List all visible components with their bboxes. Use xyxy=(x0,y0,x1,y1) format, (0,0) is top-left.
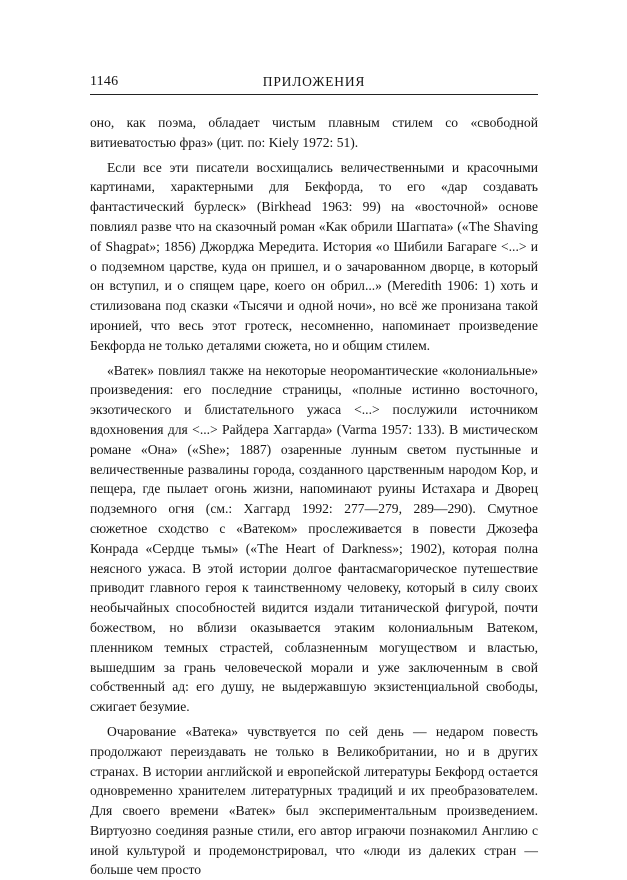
paragraph: «Ватек» повлиял также на некоторые неоромантические «колониальные» произведения: его последние страницы, «полные истинно восточного, экзотического и блистательного ужаса <...> послужили источником вдохновения для <...> Райдера Хаггарда» (Varma 1957: 133). В мистическом романе «Она» («She»; 1887) озаренные лунным светом пустынные и величественные развалины города, созданного царственным народом Кор, и пещера, где пылает огонь жизни, напоминают руины Истахара и Дворец подземного огня (см.: Хаггард 1992: 277—279, 289—290). Смутное сюжетное сходство с «Ватеком» прослеживается в повести Джозефа Конрада «Сердце тьмы» («The Heart of Darkness»; 1902), которая полна неясного ужаса. В этой истории долгое фантасмагорическое путешествие приводит главного героя к таинственному человеку, который в силу своих необычайных способностей видится издали титанической фигурой, почти божеством, но вблизи оказывается этаким колониальным Ватеком, пленником темных страстей, соблазненным могуществом и властью, вышедшим за грань человеческой морали и уже заключенным в свой собственный ад: его душу, не выдержавшую экзистенциальной свободы, сжигает безумие. xyxy=(90,362,538,715)
page-header xyxy=(90,74,538,95)
paragraph: Очарование «Ватека» чувствуется по сей день — недаром повесть продолжают переиздавать не только в Великобритании, но и в других странах. В истории английской и европейской литературы Бекфорд остается одновременно хранителем литературных традиций и их преобразователем. Для своего времени «Ватек» был экспериментальным произведением. Виртуозно соединяя разные стили, его автор играючи познакомил Англию с иной культурой и продемонстрировал, что «люди из далеких стран — больше чем просто xyxy=(90,723,538,878)
paragraph: Если все эти писатели восхищались величественными и красочными картинами, характерными для Бекфорда, то его «дар создавать фантастический бурлеск» (Birkhead 1963: 99) на «восточной» основе повлиял разве что на сказочный роман «Как обрили Шагпата» («The Shaving of Shagpat»; 1856) Джорджа Мередита. История «о Шибили Багараге <...> и о подземном царстве, куда он пришел, и о зачарованном дворце, в который он вступил, и о спящем царе, коего он обрил...» (Meredith 1906: 1) хоть и стилизована под сказки «Тысячи и одной ночи», но всё же пронизана такой иронией, что весь этот гротеск, несомненно, напоминает произведение Бекфорда не только деталями сюжета, но и общим стилем. xyxy=(90,159,538,353)
page-number: 1146 xyxy=(90,74,119,89)
running-title: ПРИЛОЖЕНИЯ xyxy=(262,74,366,89)
paragraph: оно, как поэма, обладает чистым плавным стилем со «свободной витиеватостью фраз» (цит. по: Kiely 1972: 51). xyxy=(90,115,538,150)
body-text xyxy=(90,113,538,880)
